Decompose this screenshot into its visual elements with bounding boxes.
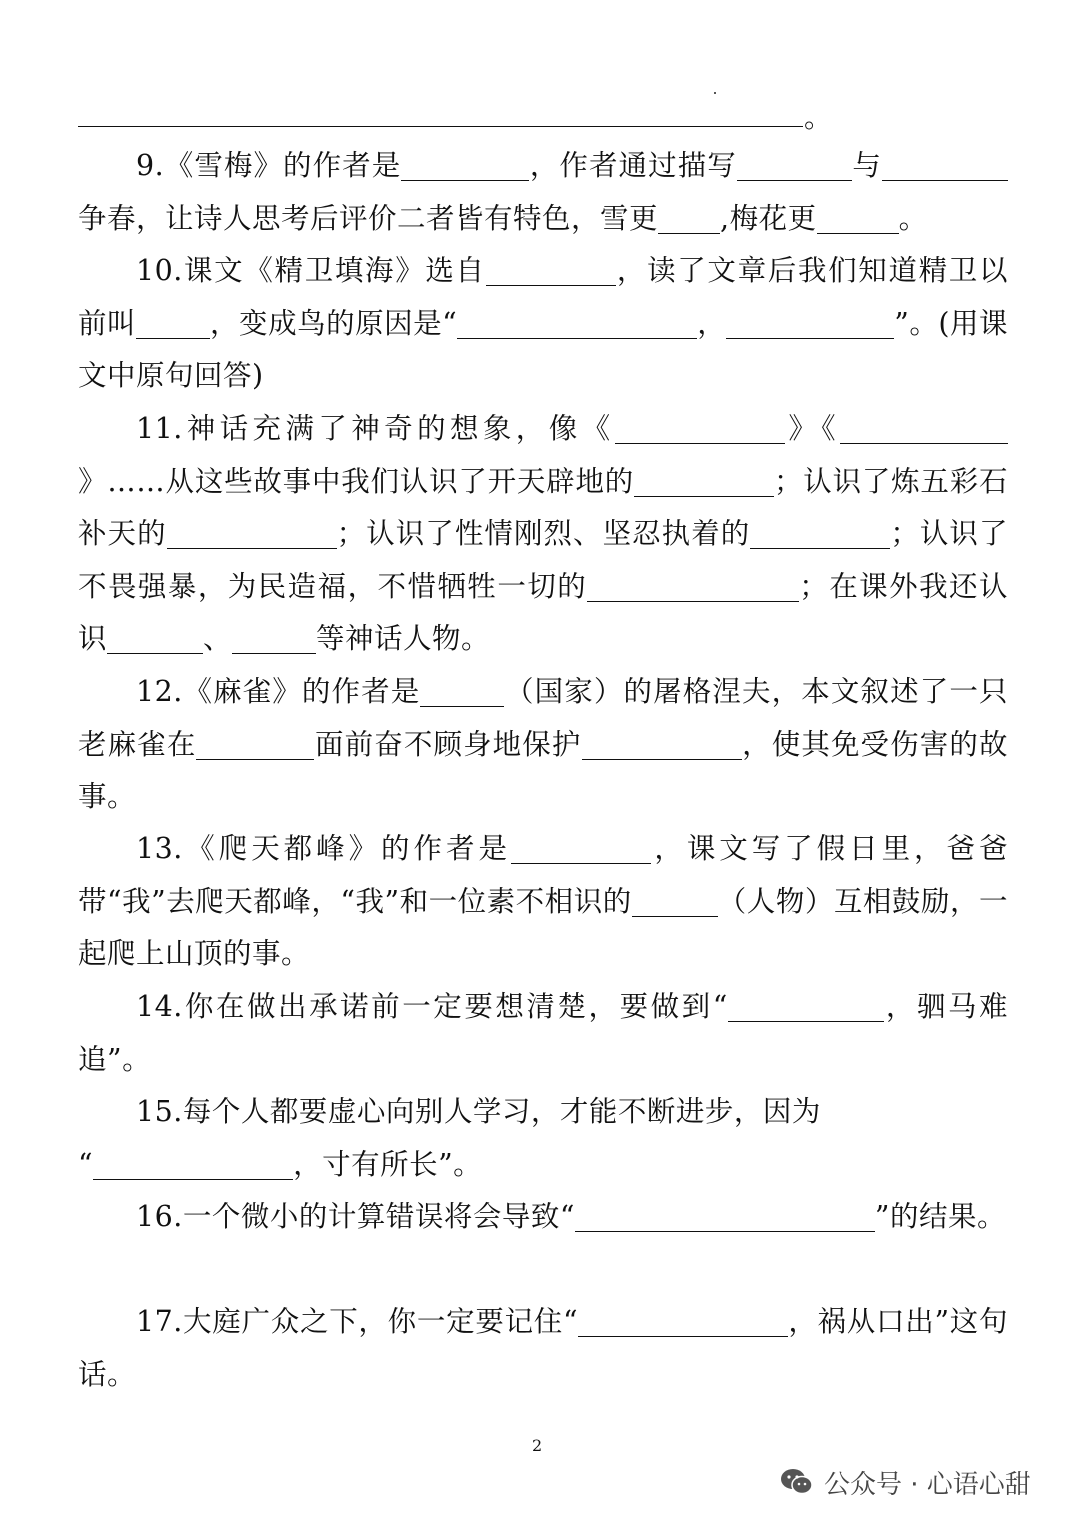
blank[interactable] [658,199,720,234]
question-12: 12.《麻雀》的作者是 （国家）的屠格涅夫，本文叙述了一只老麻雀在 面前奋不顾身地保护 ，使其免受伤害的故事。 [78,666,1008,824]
blank[interactable] [882,146,1008,181]
blank[interactable] [578,1302,788,1337]
blank[interactable] [634,462,774,497]
blank[interactable] [615,409,785,444]
blank[interactable] [232,619,316,654]
question-15: 15.每个人都要虚心向别人学习，才能不断进步，因为 “ ，寸有所长”。 [78,1095,821,1181]
question-10: 10.课文《精卫填海》选自 ，读了文章后我们知道精卫以前叫 ，变成鸟的原因是“ ， ”。(用课文中原句回答) [78,245,1008,403]
question-9: 9.《雪梅》的作者是 ，作者通过描写 与争春，让诗人思考后评价二者皆有特色，雪更 ,梅花更 。 [78,140,1008,245]
question-14: 14.你在做出承诺前一定要想清楚，要做到“ ，驷马难追”。 [78,981,1008,1086]
blank[interactable] [107,619,203,654]
blank[interactable] [750,514,890,549]
blank[interactable] [728,987,884,1022]
blank[interactable] [840,409,1008,444]
watermark [780,1462,1031,1502]
blank[interactable] [632,882,718,917]
end-punct: 。 [804,101,833,134]
blank[interactable] [817,199,899,234]
question-16: 16.一个微小的计算错误将会导致“ ”的结果。 [78,1191,1008,1244]
wechat-icon [780,1467,814,1497]
question-11: 11.神话充满了神奇的想象，像《 》《》……从这些故事中我们认识了开天辟地的 ；认识了炼五彩石补天的 ；认识了性情刚烈、坚忍执着的 ；认识了不畏强暴，为民造福，不惜牺牲一切的 ；在课外我还认识 、 等神话人物。 [78,403,1008,666]
blank[interactable] [737,146,852,181]
blank[interactable] [420,672,504,707]
blank[interactable] [575,1197,875,1232]
blank[interactable] [587,567,799,602]
watermark-text: 公众号 · 心语心甜 [824,1469,1031,1500]
question-17: 17.大庭广众之下，你一定要记住“ ，祸从口出”这句话。 [78,1296,1008,1401]
blank[interactable] [401,146,529,181]
blank[interactable] [196,725,314,760]
blank[interactable] [457,304,697,339]
page-number: 2 [532,1436,543,1455]
blank[interactable] [486,251,616,286]
blank[interactable] [582,725,742,760]
blank[interactable] [167,514,337,549]
answer-line-continued[interactable] [78,126,803,127]
blank[interactable] [726,304,894,339]
blank[interactable] [136,304,210,339]
scan-speck [714,92,716,94]
blank[interactable] [93,1145,293,1180]
blank[interactable] [511,829,651,864]
question-13: 13.《爬天都峰》的作者是 ，课文写了假日里，爸爸带“我”去爬天都峰，“我”和一位素不相识的 （人物）互相鼓励，一起爬上山顶的事。 [78,823,1008,981]
